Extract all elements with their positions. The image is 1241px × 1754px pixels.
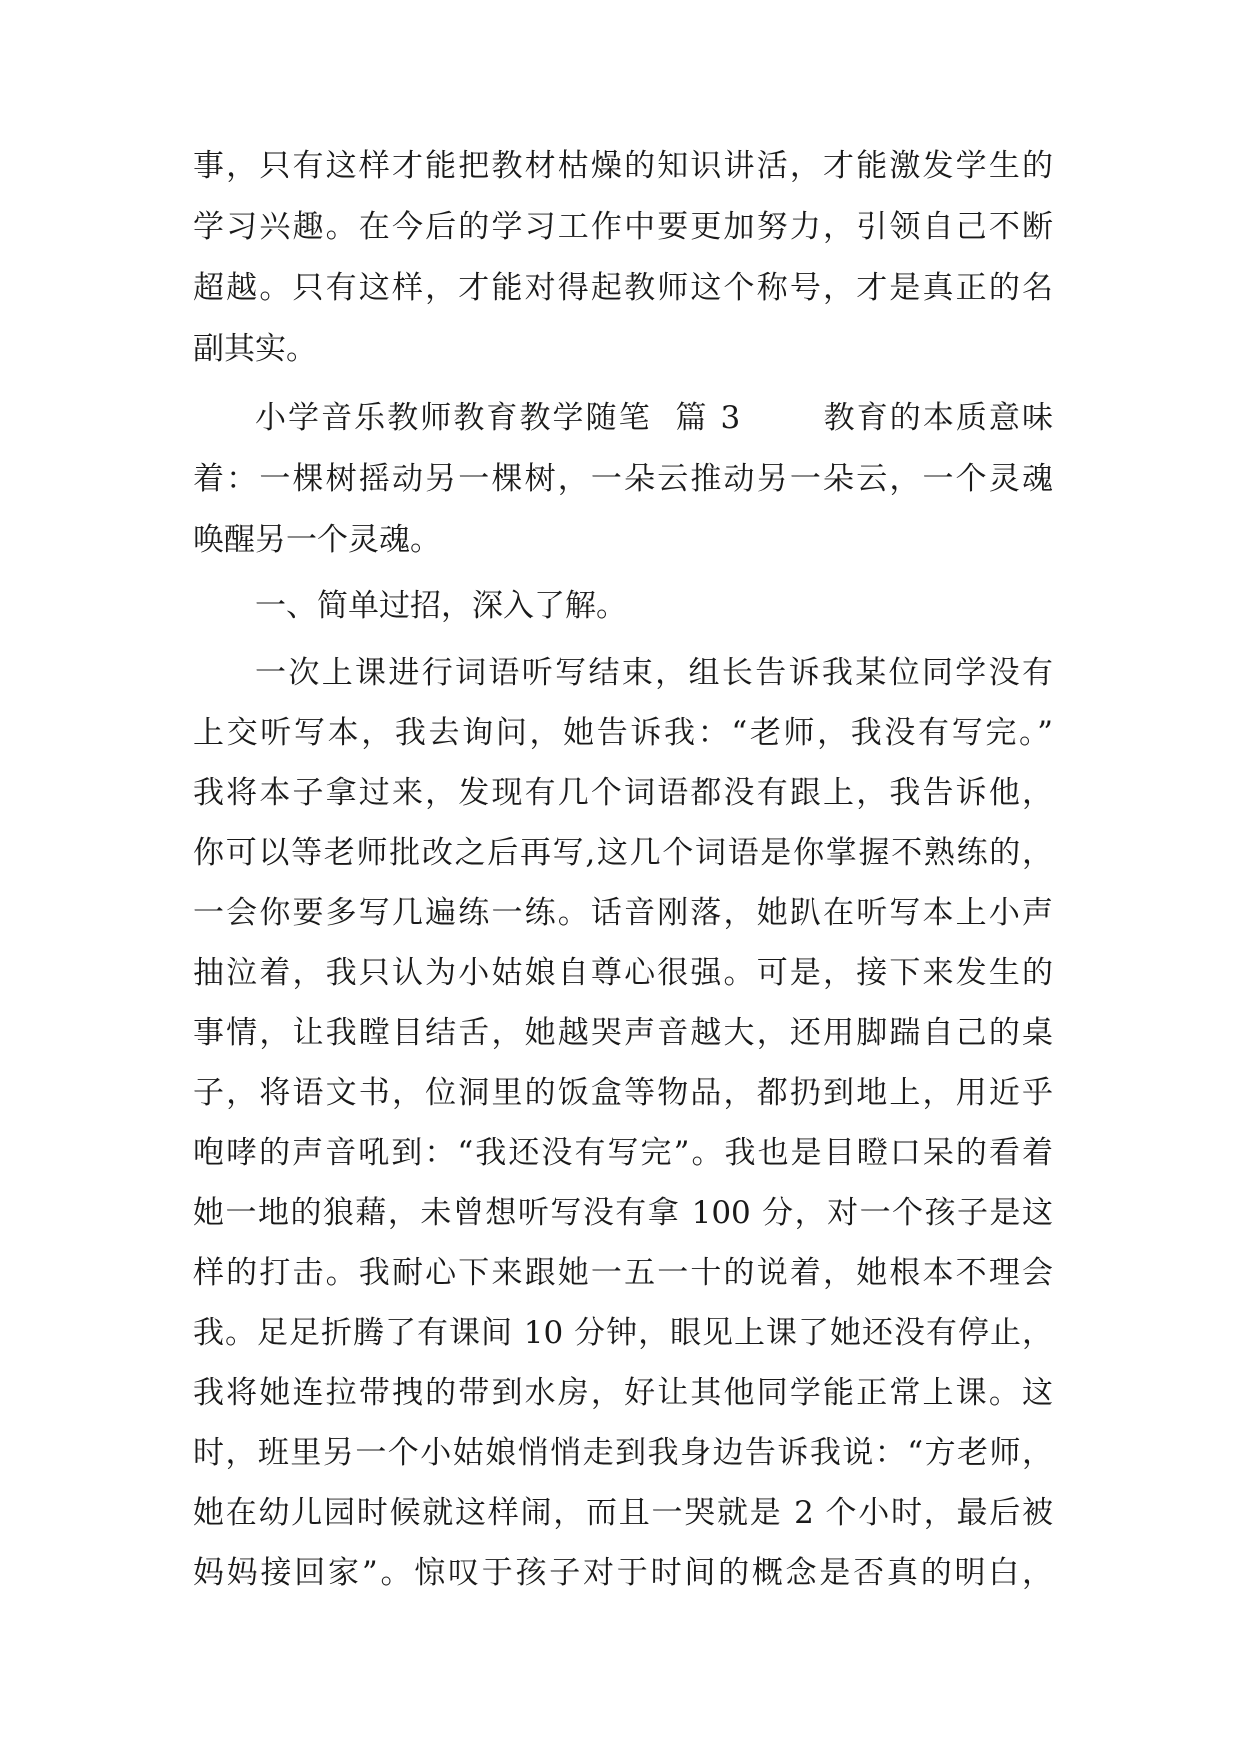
- text-line: 样的打击。我耐心下来跟她一五一十的说着，她根本不理会: [193, 1255, 1053, 1291]
- text-line: 你可以等老师批改之后再写,这几个词语是你掌握不熟练的，: [193, 835, 1053, 871]
- text-line: 咆哮的声音吼到：“我还没有写完”。我也是目瞪口呆的看着: [193, 1135, 1053, 1171]
- text-line: 事情，让我瞠目结舌，她越哭声音越大，还用脚踹自己的桌: [193, 1015, 1053, 1051]
- text-line: 我将本子拿过来，发现有几个词语都没有跟上，我告诉他，: [193, 775, 1053, 811]
- text-line: 着：一棵树摇动另一棵树，一朵云推动另一朵云，一个灵魂: [193, 461, 1053, 497]
- text-line: 学习兴趣。在今后的学习工作中要更加努力，引领自己不断: [193, 209, 1053, 245]
- text-line: 上交听写本，我去询问，她告诉我：“老师，我没有写完。”: [193, 715, 1053, 751]
- text-line: 我。足足折腾了有课间 10 分钟，眼见上课了她还没有停止，: [193, 1315, 1053, 1351]
- text-line: 时，班里另一个小姑娘悄悄走到我身边告诉我说：“方老师，: [193, 1435, 1053, 1471]
- text-line: 一次上课进行词语听写结束，组长告诉我某位同学没有: [255, 655, 1053, 691]
- text-line: 抽泣着，我只认为小姑娘自尊心很强。可是，接下来发生的: [193, 955, 1053, 991]
- text-line: 她在幼儿园时候就这样闹，而且一哭就是 2 个小时，最后被: [193, 1495, 1053, 1531]
- text-line: 超越。只有这样，才能对得起教师这个称号，才是真正的名: [193, 270, 1053, 306]
- text-line: 我将她连拉带拽的带到水房，好让其他同学能正常上课。这: [193, 1375, 1053, 1411]
- section-heading-line: 小学音乐教师教育教学随笔 篇 3 教育的本质意味: [255, 400, 1053, 436]
- text-line: 副其实。: [193, 331, 317, 367]
- text-line: 妈妈接回家”。惊叹于孩子对于时间的概念是否真的明白，: [193, 1555, 1053, 1591]
- text-line: 一会你要多写几遍练一练。话音刚落，她趴在听写本上小声: [193, 895, 1053, 931]
- text-line: 她一地的狼藉，未曾想听写没有拿 100 分，对一个孩子是这: [193, 1195, 1053, 1231]
- text-line: 事，只有这样才能把教材枯燥的知识讲活，才能激发学生的: [193, 148, 1053, 184]
- text-line: 子，将语文书，位洞里的饭盒等物品，都扔到地上，用近乎: [193, 1075, 1053, 1111]
- subheading-line: 一、简单过招，深入了解。: [255, 588, 627, 624]
- text-line: 唤醒另一个灵魂。: [193, 522, 441, 558]
